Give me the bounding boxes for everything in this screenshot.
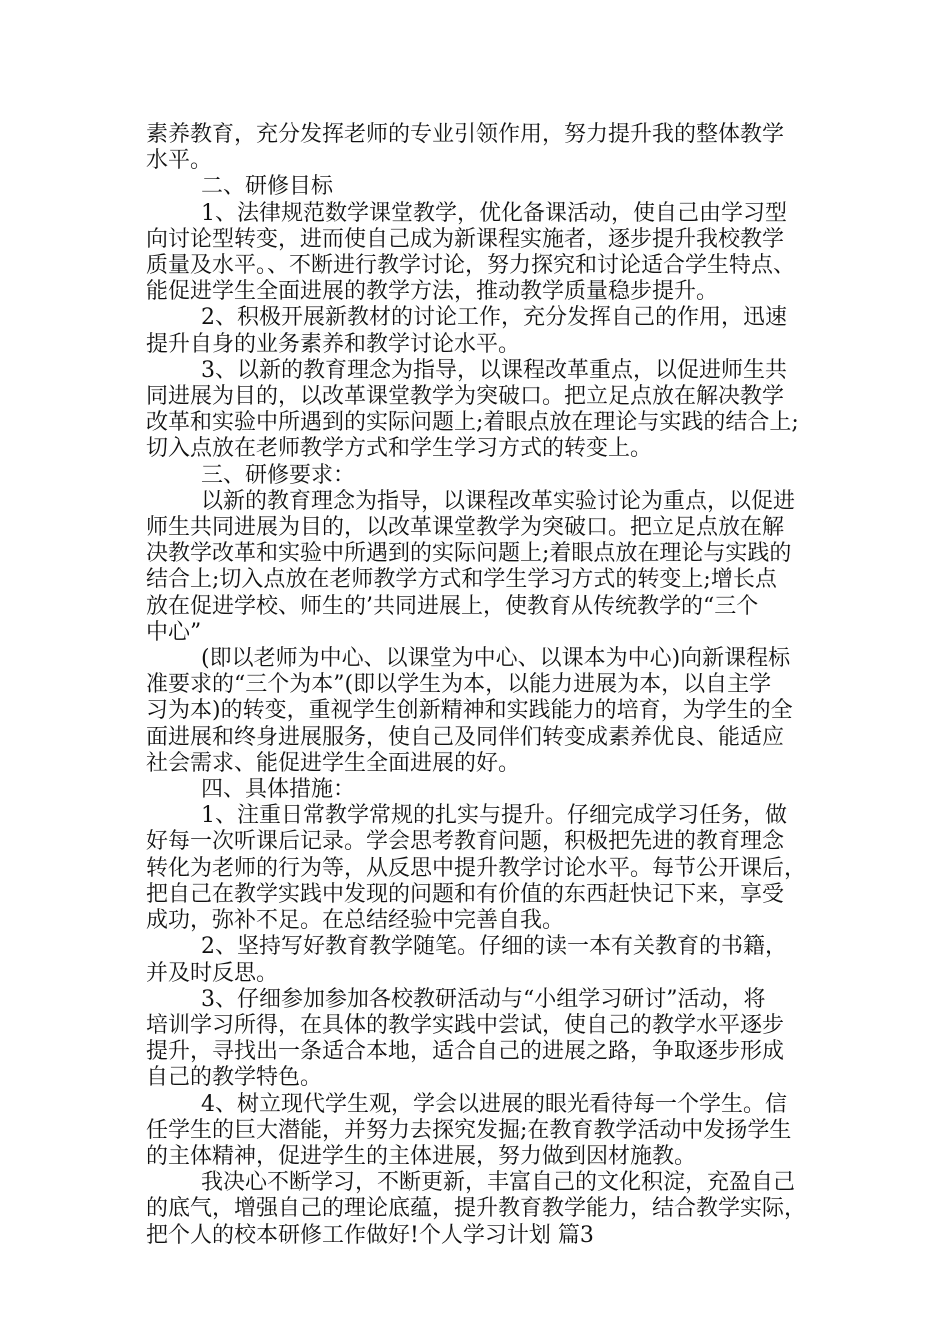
paragraph-measure-4: 4、树立现代学生观，学会以进展的眼光看待每一个学生。信 任学生的巨大潜能，并努力去探究发掘;在教育教学活动中发扬学生 的主体精神，促进学生的主体进展，努力做到因材施教。 bbox=[146, 1091, 792, 1169]
paragraph-goal-3: 3、以新的教育理念为指导，以课程改革重点，以促进师生共 同进展为目的，以改革课堂教学为突破口。把立足点放在解决教学 改革和实验中所遇到的实际问题上;着眼点放在理论与实践的结合上; 切入点放在老师教学方式和学生学习方式的转变上。 bbox=[146, 357, 799, 462]
heading-specific-measures: 四、具体措施： bbox=[201, 777, 356, 803]
paragraph-measure-3: 3、仔细参加参加各校教研活动与“小组学习研讨”活动，将 培训学习所得，在具体的教学实践中尝试，使自己的教学水平逐步 提升，寻找出一条适合本地，适合自己的进展之路，争取逐步形成 自己的教学特色。 bbox=[146, 986, 785, 1091]
paragraph-intro-continuation: 素养教育，充分发挥老师的专业引领作用，努力提升我的整体教学 水平。 bbox=[146, 122, 785, 174]
paragraph-goal-2: 2、积极开展新教材的讨论工作，充分发挥自己的作用，迅速 提升自身的业务素养和教学讨论水平。 bbox=[146, 305, 787, 357]
paragraph-measure-1: 1、注重日常教学常规的扎实与提升。仔细完成学习任务，做 好每一次听课后记录。学会思考教育问题，积极把先进的教育理念 转化为老师的行为等，从反思中提升教学讨论水平。每节公开课后， 把自己在教学实践中发现的问题和有价值的东西赶快记下来，享受 成功，弥补不足。在总结经验中完善自我。 bbox=[146, 803, 807, 934]
heading-research-requirements: 三、研修要求： bbox=[201, 462, 356, 488]
paragraph-conclusion: 我决心不断学习，不断更新，丰富自己的文化积淀，充盈自己 的底气，增强自己的理论底蕴，提升教育教学能力，结合教学实际， 把个人的校本研修工作做好!个人学习计划 篇3 bbox=[146, 1170, 807, 1248]
paragraph-goal-1: 1、法律规范数学课堂教学，优化备课活动，使自己由学习型 向讨论型转变，进而使自己成为新课程实施者，逐步提升我校教学 质量及水平。、不断进行教学讨论，努力探究和讨论适合学生特点、 能促进学生全面进展的教学方法，推动教学质量稳步提升。 bbox=[146, 200, 796, 305]
heading-research-goals: 二、研修目标 bbox=[201, 174, 334, 200]
paragraph-requirements-1: 以新的教育理念为指导，以课程改革实验讨论为重点，以促进 师生共同进展为目的，以改革课堂教学为突破口。把立足点放在解 决教学改革和实验中所遇到的实际问题上;着眼点放在理论与实践的 结合上;切入点放在老师教学方式和学生学习方式的转变上;增长点 放在促进学校、师生的’共同进展上，使教育从传统教学的“三个 中心” bbox=[146, 488, 796, 645]
paragraph-measure-2: 2、坚持写好教育教学随笔。仔细的读一本有关教育的书籍， 并及时反思。 bbox=[146, 934, 787, 986]
paragraph-requirements-2: (即以老师为中心、以课堂为中心、以课本为中心)向新课程标 准要求的“三个为本”(即以学生为本，以能力进展为本，以自主学 习为本)的转变，重视学生创新精神和实践能力的培育，为学生的全 面进展和终身进展服务，使自己及同伴们转变成素养优良、能适应 社会需求、能促进学生全面进展的好。 bbox=[146, 646, 793, 776]
document-page bbox=[146, 122, 812, 1249]
